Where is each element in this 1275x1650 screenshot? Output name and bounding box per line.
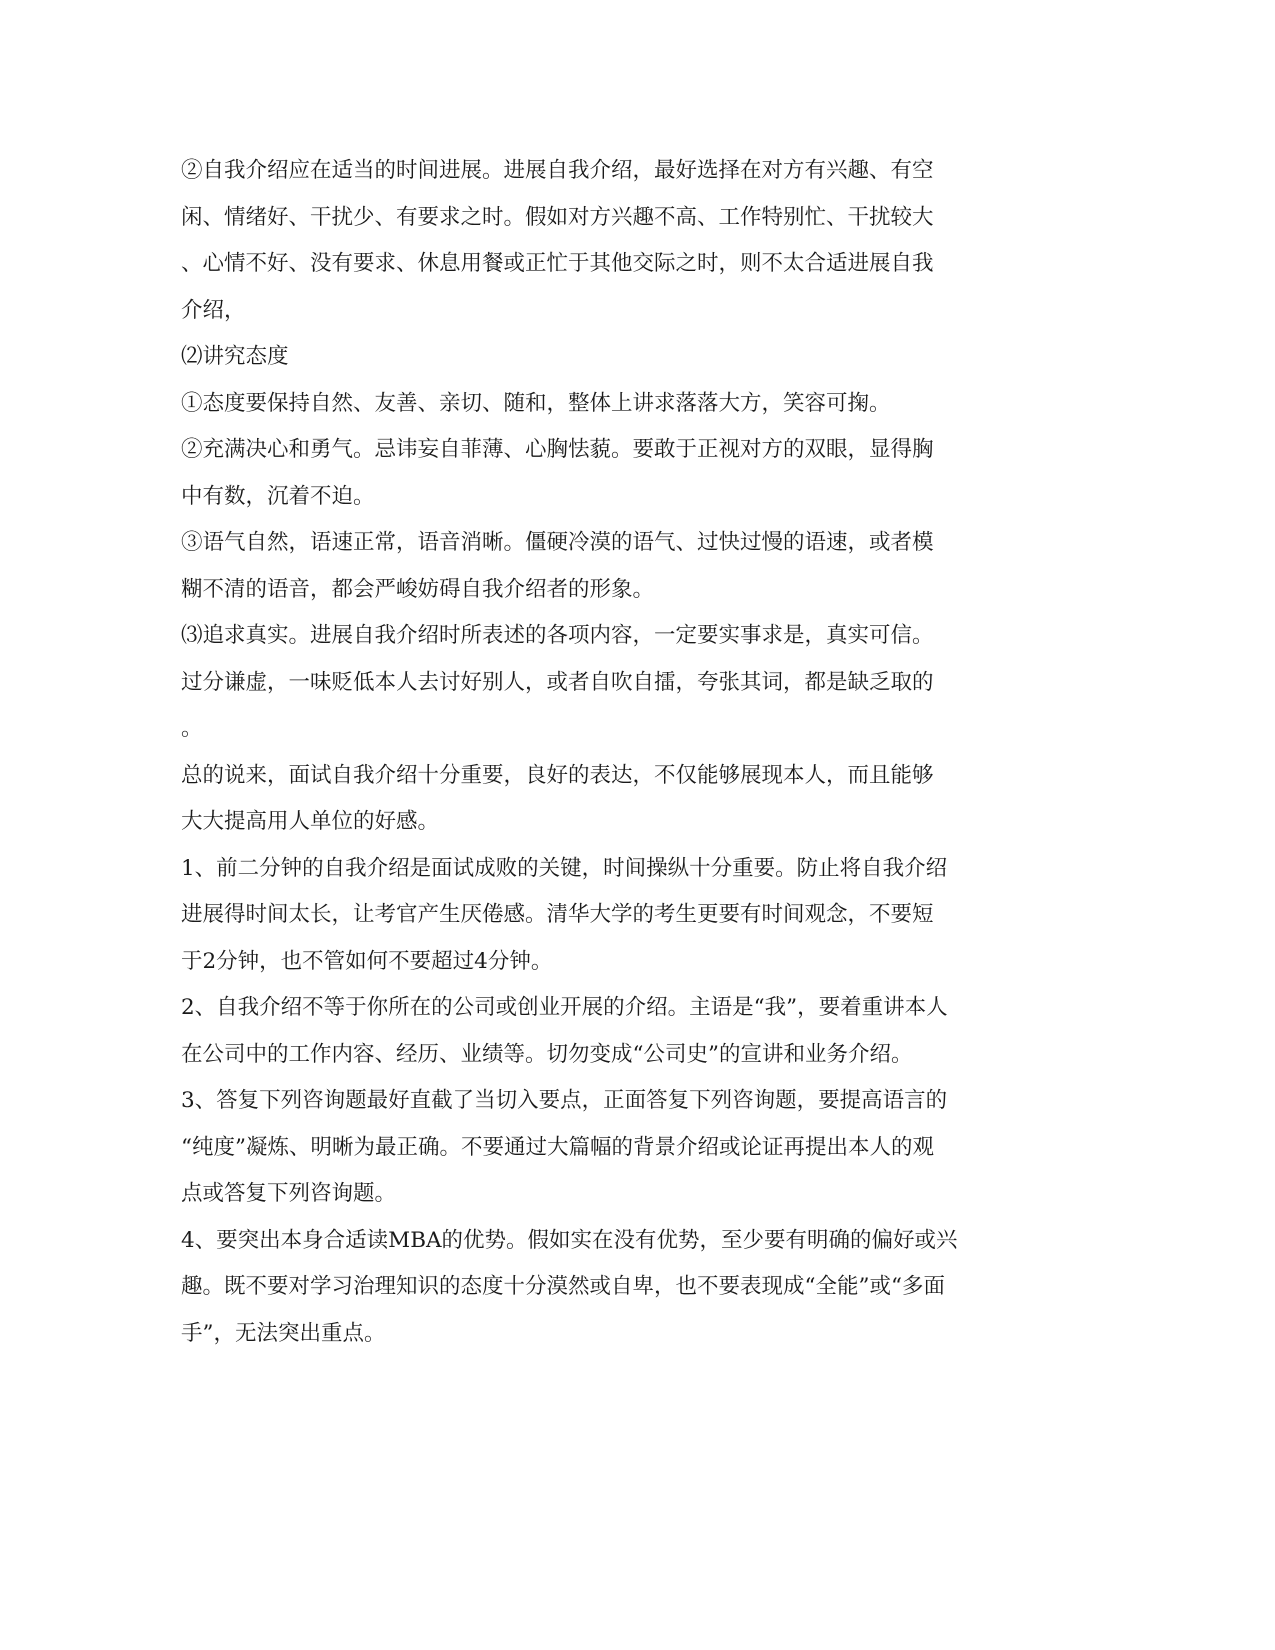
text-line: 4、要突出本身合适读MBA的优势。假如实在没有优势，至少要有明确的偏好或兴 [181,1227,958,1253]
text-line: 在公司中的工作内容、经历、业绩等。切勿变成“公司史”的宣讲和业务介绍。 [181,1041,913,1067]
text-line: 手”，无法突出重点。 [181,1320,386,1346]
document-body [181,148,1041,1357]
text-line: 2、自我介绍不等于你所在的公司或创业开展的介绍。主语是“我”，要着重讲本人 [181,995,948,1020]
text-line: 趣。既不要对学习治理知识的态度十分漠然或自卑，也不要表现成“全能”或“多面 [181,1274,945,1299]
text-line: 进展得时间太长，让考官产生厌倦感。清华大学的考生更要有时间观念，不要短 [181,902,934,927]
text-line: 糊不清的语音，都会严峻妨碍自我介绍者的形象。 [181,576,655,602]
text-line: ③语气自然，语速正常，语音消晰。僵硬冷漠的语气、过快过慢的语速，或者模 [181,530,934,555]
text-line: 大大提高用人单位的好感。 [181,809,440,834]
text-line: 总的说来，面试自我介绍十分重要，良好的表达，不仅能够展现本人，而且能够 [181,762,934,788]
text-line: ⑶追求真实。进展自我介绍时所表述的各项内容，一定要实事求是，真实可信。 [181,623,934,648]
text-line: “纯度”凝炼、明晰为最正确。不要通过大篇幅的背景介绍或论证再提出本人的观 [181,1134,934,1160]
section-heading: ⑵讲究态度 [181,344,289,369]
text-line: 、心情不好、没有要求、休息用餐或正忙于其他交际之时，则不太合适进展自我 [181,251,934,276]
text-line: 。 [181,716,203,741]
text-line: 点或答复下列咨询题。 [181,1181,397,1206]
text-line: ②自我介绍应在适当的时间进展。进展自我介绍，最好选择在对方有兴趣、有空 [181,158,934,183]
text-line: 介绍， [181,297,246,323]
text-line: ①态度要保持自然、友善、亲切、随和，整体上讲求落落大方，笑容可掬。 [181,390,891,416]
text-line: 1、前二分钟的自我介绍是面试成败的关键，时间操纵十分重要。防止将自我介绍 [181,855,948,881]
text-line: 3、答复下列咨询题最好直截了当切入要点，正面答复下列咨询题，要提高语言的 [181,1088,948,1113]
text-line: ②充满决心和勇气。忌讳妄自菲薄、心胸怯藐。要敢于正视对方的双眼，显得胸 [181,437,934,462]
text-line: 过分谦虚，一味贬低本人去讨好别人，或者自吹自擂，夸张其词，都是缺乏取的 [181,669,934,695]
text-line: 中有数，沉着不迫。 [181,483,375,509]
text-line: 闲、情绪好、干扰少、有要求之时。假如对方兴趣不高、工作特别忙、干扰较大 [181,204,934,230]
text-line: 于2分钟，也不管如何不要超过4分钟。 [181,948,553,974]
